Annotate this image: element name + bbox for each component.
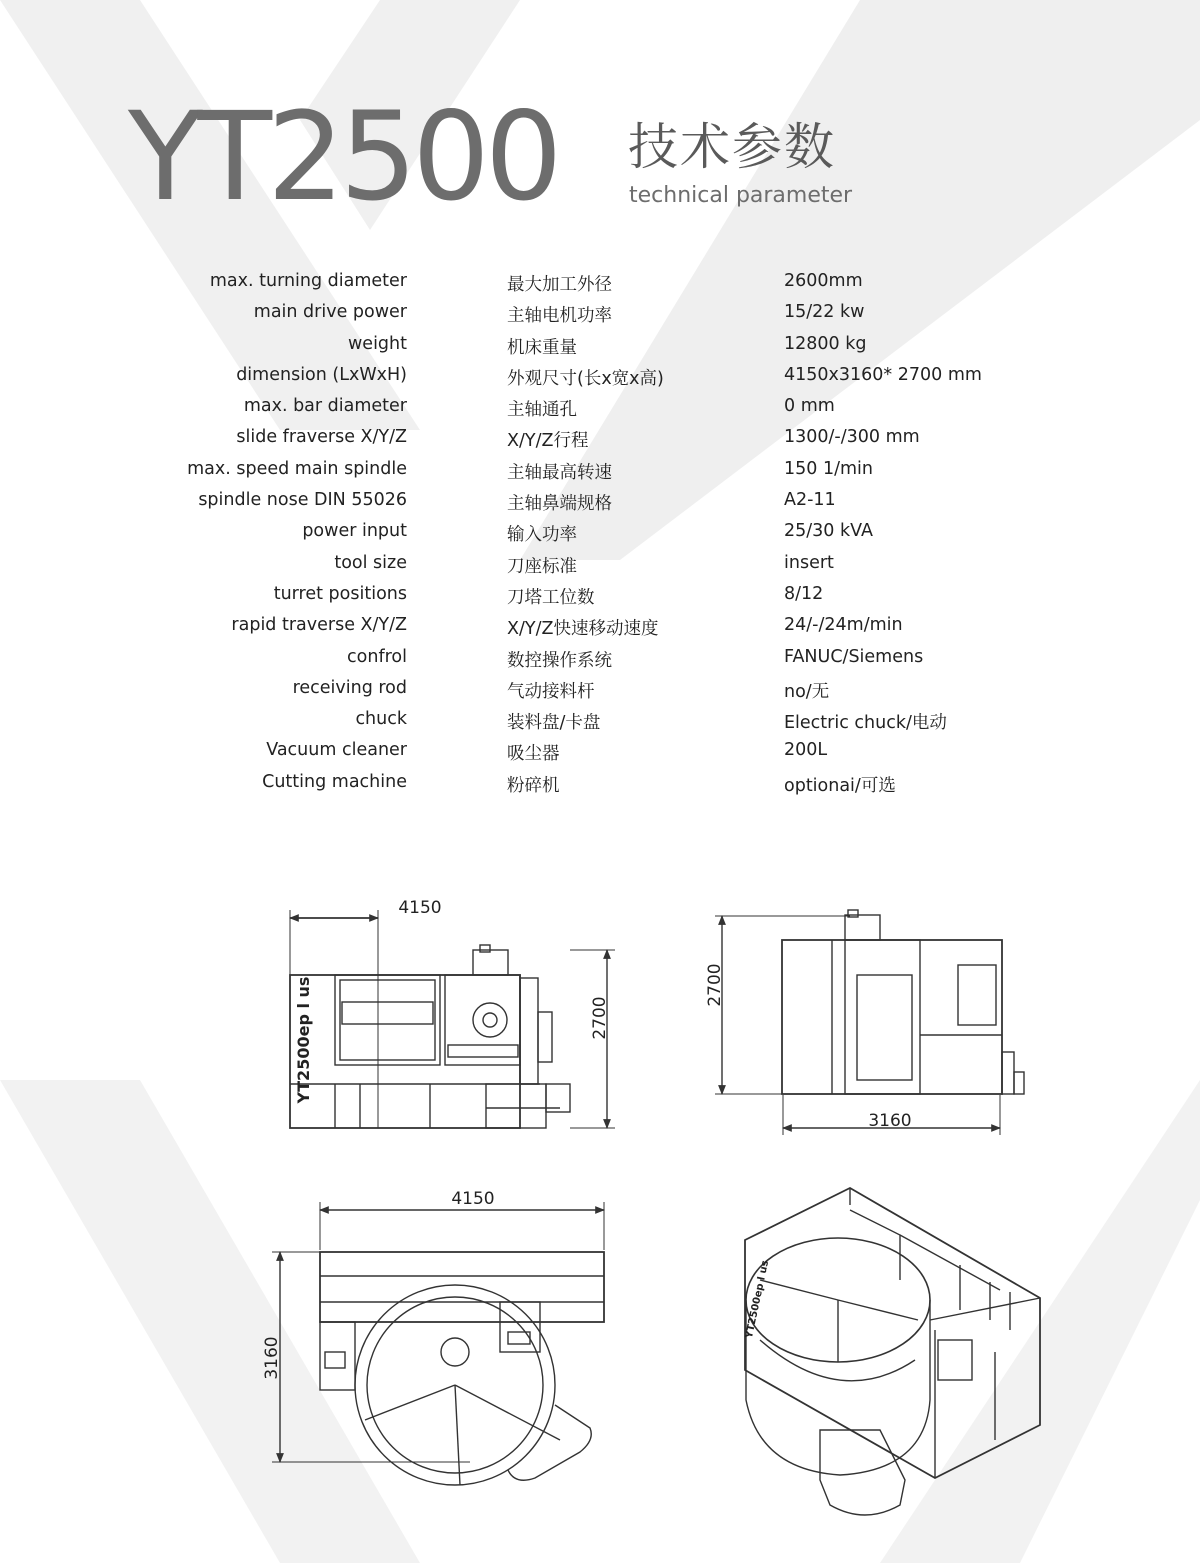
spec-value: no/无 bbox=[784, 681, 830, 702]
spec-en: receiving rod bbox=[292, 677, 407, 698]
spec-value: 2600mm bbox=[784, 271, 863, 291]
spec-cn: 数控操作系统 bbox=[507, 650, 612, 671]
spec-en: chuck bbox=[355, 709, 407, 730]
spec-cn: 主轴电机功率 bbox=[507, 306, 612, 327]
front-machine-label: YT2500ep l us bbox=[294, 976, 313, 1104]
title-chinese: 技术参数 bbox=[628, 118, 836, 176]
spec-en: turret positions bbox=[273, 583, 407, 604]
spec-en: main drive power bbox=[253, 302, 407, 323]
spec-cn: 刀座标准 bbox=[507, 556, 577, 577]
spec-value: 12800 kg bbox=[784, 333, 867, 354]
spec-en: confrol bbox=[347, 646, 407, 667]
spec-en: dimension (LxWxH) bbox=[236, 364, 407, 385]
spec-en: power input bbox=[302, 521, 407, 542]
spec-cn: 吸尘器 bbox=[507, 744, 560, 765]
spec-cn: 机床重量 bbox=[507, 337, 577, 358]
spec-en: max. bar diameter bbox=[243, 396, 407, 417]
spec-value: 25/30 kVA bbox=[784, 521, 873, 542]
top-width-label: 4150 bbox=[451, 1189, 495, 1209]
spec-cn: 最大加工外径 bbox=[507, 275, 612, 295]
spec-value: 15/22 kw bbox=[784, 302, 865, 323]
side-width-label: 3160 bbox=[868, 1111, 912, 1131]
spec-value: FANUC/Siemens bbox=[784, 646, 924, 667]
spec-en: spindle nose DIN 55026 bbox=[198, 490, 407, 511]
front-height-label: 2700 bbox=[590, 996, 610, 1040]
spec-value: 150 1/min bbox=[784, 458, 873, 479]
top-height-label: 3160 bbox=[262, 1336, 282, 1380]
spec-en: weight bbox=[347, 333, 407, 354]
spec-value: 4150x3160* 2700 mm bbox=[784, 364, 982, 385]
spec-value: insert bbox=[784, 552, 834, 573]
spec-cn: 主轴最高转速 bbox=[507, 462, 612, 483]
front-width-label: 4150 bbox=[398, 898, 442, 918]
spec-value: Electric chuck/电动 bbox=[784, 713, 947, 734]
spec-en: max. speed main spindle bbox=[187, 458, 407, 479]
spec-value: optionai/可选 bbox=[784, 775, 896, 796]
spec-en: max. turning diameter bbox=[209, 271, 407, 291]
spec-en: tool size bbox=[334, 552, 407, 573]
title-english: technical parameter bbox=[629, 183, 853, 208]
spec-value: 1300/-/300 mm bbox=[784, 427, 920, 448]
spec-cn: X/Y/Z快速移动速度 bbox=[507, 619, 659, 640]
model-title: YT2500 bbox=[128, 86, 558, 228]
spec-cn: 刀塔工位数 bbox=[507, 587, 595, 608]
spec-en: rapid traverse X/Y/Z bbox=[231, 615, 407, 636]
isometric-view-drawing bbox=[745, 1188, 1040, 1515]
spec-cn: 装料盘/卡盘 bbox=[507, 713, 601, 734]
spec-cn: 主轴鼻端规格 bbox=[507, 494, 612, 515]
spec-cn: 粉碎机 bbox=[507, 775, 560, 796]
spec-value: 8/12 bbox=[784, 583, 824, 604]
side-view-drawing bbox=[715, 910, 1024, 1135]
spec-value: 24/-/24m/min bbox=[784, 615, 903, 636]
spec-cn: 主轴通孔 bbox=[507, 400, 577, 421]
side-height-label: 2700 bbox=[705, 963, 725, 1007]
spec-en: Vacuum cleaner bbox=[266, 740, 407, 761]
spec-en: Cutting machine bbox=[262, 771, 407, 792]
spec-en: slide fraverse X/Y/Z bbox=[236, 427, 407, 448]
spec-value: 200L bbox=[784, 740, 828, 761]
spec-value: 0 mm bbox=[784, 396, 835, 417]
front-view-drawing bbox=[290, 910, 615, 1128]
spec-value: A2-11 bbox=[784, 490, 836, 511]
spec-cn: 外观尺寸(长x宽x高) bbox=[507, 368, 664, 389]
iso-machine-label: YT2500ep l us bbox=[743, 1259, 772, 1340]
spec-cn: 输入功率 bbox=[507, 525, 577, 546]
spec-cn: 气动接料杆 bbox=[507, 681, 595, 702]
top-view-drawing bbox=[272, 1202, 604, 1485]
spec-cn: X/Y/Z行程 bbox=[507, 431, 589, 452]
